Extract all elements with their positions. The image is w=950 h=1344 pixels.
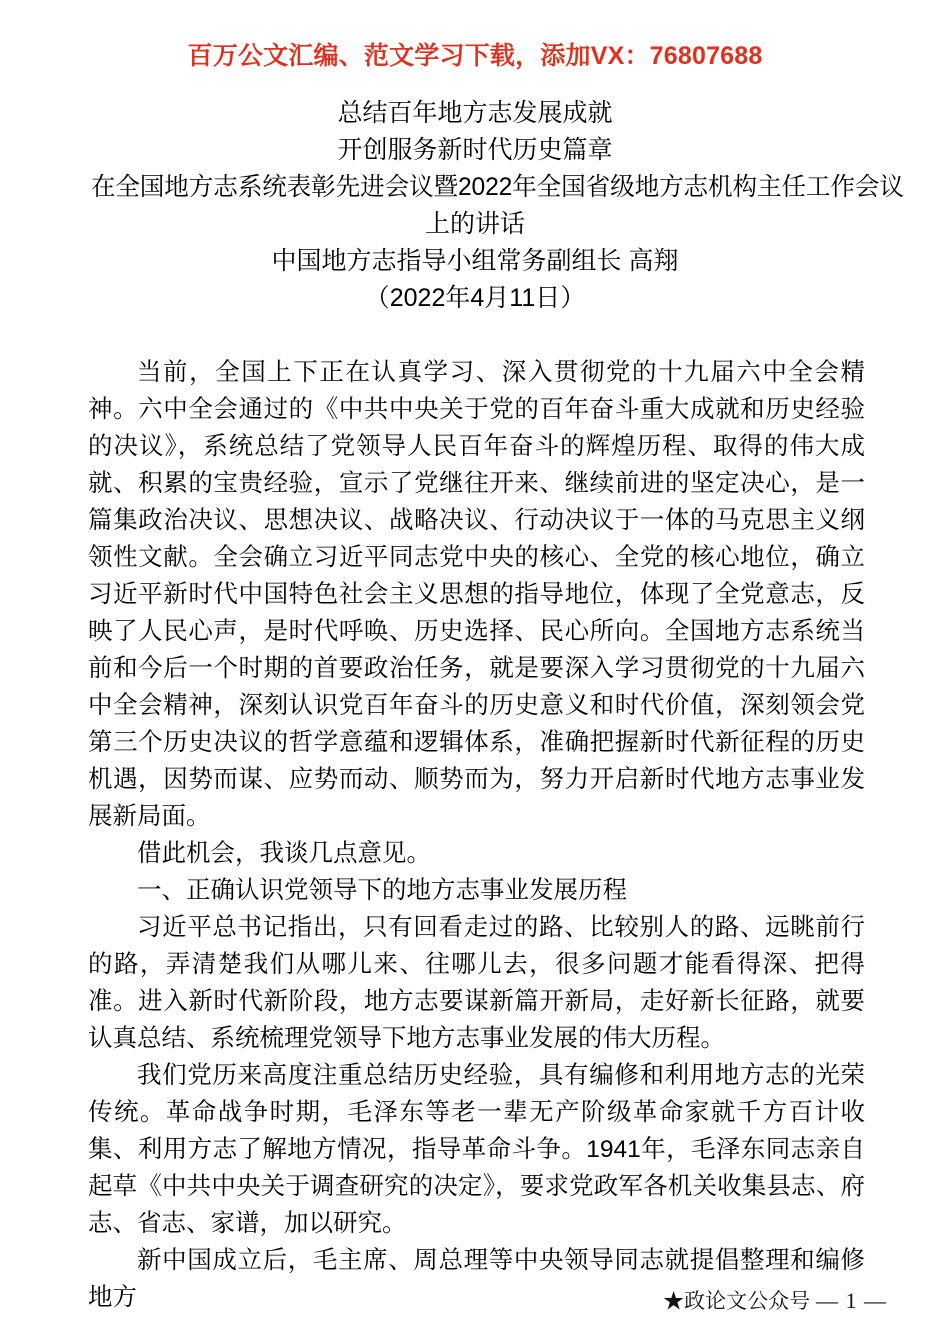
body-paragraph: 借此机会，我谈几点意见。 [137,840,431,867]
section-heading-one: 一、正确认识党领导下的地方志事业发展历程 [137,877,627,904]
document-title-line-4: 上的讲话 [424,210,525,238]
promo-banner-text: 百万公文汇编、范文学习下载，添加VX：76807688 [187,42,763,70]
document-body [88,354,865,1316]
watermark-label: ★政论文公众号 [663,1289,811,1313]
body-paragraph: 习近平总书记指出，只有回看走过的路、比较别人的路、远眺前行的路，弄清楚我们从哪儿来、往哪儿去，很多问题才能看得深、把得准。进入新时代新阶段，地方志要谋新篇开新局，走好新长征路，就要认真总结、系统梳理党领导下地方志事业发展的伟大历程。 [88,914,865,1052]
document-title-line-2: 开创服务新时代历史篇章 [337,136,613,164]
title-block [85,95,904,317]
body-paragraph: 新中国成立后，毛主席、周总理等中央领导同志就提倡整理和编修地方 [88,1247,865,1311]
document-title-line-1: 总结百年地方志发展成就 [337,99,613,127]
document-title-line-3: 在全国地方志系统表彰先进会议暨2022年全国省级地方志机构主任工作会议 [90,173,904,201]
body-paragraph: 当前，全国上下正在认真学习、深入贯彻党的十九届六中全会精神。六中全会通过的《中共中央关于党的百年奋斗重大成就和历史经验的决议》，系统总结了党领导人民百年奋斗的辉煌历程、取得的伟大成就、积累的宝贵经验，宣示了党继往开来、继续前进的坚定决心，是一篇集政治决议、思想决议、战略决议、行动决议于一体的马克思主义纲领性文献。全会确立习近平同志党中央的核心、全党的核心地位，确立习近平新时代中国特色社会主义思想的指导地位，体现了全党意志，反映了人民心声，是时代呼唤、历史选择、民心所向。全国地方志系统当前和今后一个时期的首要政治任务，就是要深入学习贯彻党的十九届六中全会精神，深刻认识党百年奋斗的历史意义和时代价值，深刻领会党第三个历史决议的哲学意蕴和逻辑体系，准确把握新时代新征程的历史机遇，因势而谋、应势而动、顺势而为，努力开启新时代地方志事业发展新局面。 [88,359,865,830]
document-author: 中国地方志指导小组常务副组长 高翔 [271,247,679,275]
document-date: （2022年4月11日） [364,284,586,312]
page-footer [0,1287,950,1316]
body-paragraph: 我们党历来高度注重总结历史经验，具有编修和利用地方志的光荣传统。革命战争时期，毛泽东等老一辈无产阶级革命家就千方百计收集、利用方志了解地方情况，指导革命斗争。1941年，毛泽东同志亲自起草《中共中央关于调查研究的决定》，要求党政军各机关收集县志、府志、省志、家谱，加以研究。 [88,1062,865,1237]
page-number: — 1 — [816,1288,887,1313]
